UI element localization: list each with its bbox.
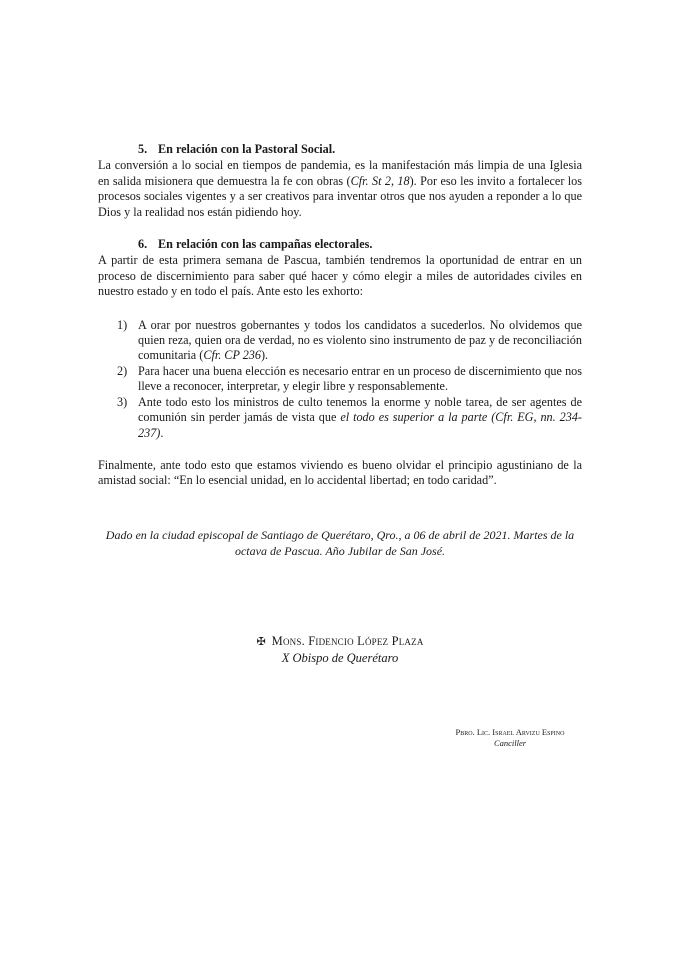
exhortation-list bbox=[98, 318, 582, 441]
list-marker: 1) bbox=[117, 317, 128, 332]
list-text: Ante todo esto los ministros de culto tenemos la enorme y noble tarea, de ser agentes de comunión sin perder jamás de vista que bbox=[138, 394, 582, 425]
list-text: Para hacer una buena elección es necesario entrar en un proceso de discernimiento que nos lleve a reconocer, interpretar, y elegir libre y responsablemente. bbox=[138, 363, 582, 394]
section-heading bbox=[138, 237, 582, 252]
list-text: ). bbox=[261, 348, 269, 363]
section-heading bbox=[138, 142, 582, 157]
section-title: En relación con las campañas electorales. bbox=[158, 237, 373, 252]
paragraph-text: La conversión a lo social en tiempos de pandemia, es la manifestación más limpia de una Iglesia en salida misionera que demuestra la fe con obras ( bbox=[98, 158, 582, 188]
date-line: Dado en la ciudad episcopal de Santiago de Querétaro, Qro., a 06 de abril de 2021. Martes de la octava de Pascua. Año Jubilar de San José. bbox=[105, 528, 575, 558]
bishop-title: X Obispo de Querétaro bbox=[281, 651, 399, 665]
list-marker: 3) bbox=[117, 394, 128, 409]
bishop-name: Mons. Fidencio López Plaza bbox=[271, 634, 424, 648]
closing-paragraph: Finalmente, ante todo esto que estamos viviendo es bueno olvidar el principio agustiniano de la amistad social: “En lo esencial unidad, en lo accidental libertad; en todo caridad”. bbox=[98, 457, 582, 488]
section-title: En relación con la Pastoral Social. bbox=[158, 142, 336, 156]
section-number: 5. bbox=[138, 142, 148, 156]
citation: Cfr. CP 236 bbox=[203, 348, 261, 363]
cross-icon: ✠ bbox=[256, 636, 266, 648]
section-number: 6. bbox=[138, 237, 148, 252]
chancellor-name: Pbro. Lic. Israel Arvizu Espino bbox=[455, 727, 565, 737]
list-item bbox=[98, 318, 582, 364]
chancellor-signature bbox=[400, 727, 620, 749]
list-item bbox=[98, 395, 582, 441]
section-paragraph bbox=[98, 158, 582, 220]
list-item bbox=[98, 364, 582, 395]
section-pastoral-social bbox=[98, 142, 582, 220]
bishop-signature bbox=[160, 633, 520, 666]
citation: el todo es superior a la parte (Cfr. EG, nn. 234-237) bbox=[138, 410, 582, 440]
list-marker: 2) bbox=[117, 363, 128, 378]
list-text: A orar por nuestros gobernantes y todos los candidatos a sucederlos. No olvidemos que quien reza, quien ora de verdad, no es violento sino instrumento de paz y de reconciliación comunitaria ( bbox=[138, 317, 582, 363]
section-paragraph: A partir de esta primera semana de Pascua, también tendremos la oportunidad de entrar en un proceso de discernimiento para saber qué hacer y cómo elegir a miles de autoridades civiles en nuestro estado y en todo el país. Ante esto les exhorto: bbox=[98, 253, 582, 299]
paragraph-text: ). Por eso les invito a fortalecer los procesos sociales vigentes y a ser creativos para inventar otros que nos ayuden a reponder a lo que Dios y la realidad nos están pidiendo hoy. bbox=[98, 173, 583, 219]
citation: Cfr. St 2, 18 bbox=[350, 173, 410, 188]
list-text: . bbox=[160, 425, 164, 440]
letter-body bbox=[98, 142, 582, 489]
chancellor-title: Canciller bbox=[493, 738, 527, 748]
section-campanas-electorales bbox=[98, 237, 582, 441]
